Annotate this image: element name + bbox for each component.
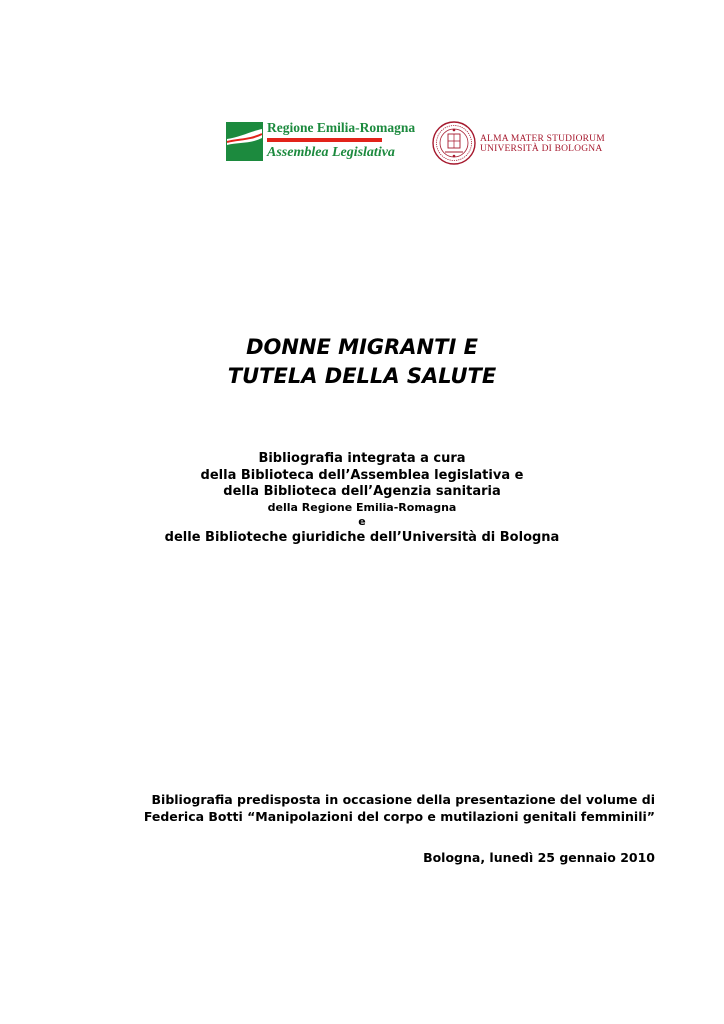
regione-logo-subname: Assemblea Legislativa bbox=[267, 145, 395, 160]
dateline: Bologna, lunedì 25 gennaio 2010 bbox=[423, 850, 655, 865]
unibo-logo-line2: UNIVERSITÀ DI BOLOGNA bbox=[480, 144, 603, 154]
title-line-1: DONNE MIGRANTI E bbox=[246, 335, 478, 359]
regione-logo-name: Regione Emilia-Romagna bbox=[267, 120, 416, 135]
document-subtitle bbox=[0, 451, 724, 546]
occasion-line-1: Bibliografia predisposta in occasione della presentazione del volume di bbox=[151, 792, 655, 807]
subtitle-line-3: della Biblioteca dell’Agenzia sanitaria bbox=[223, 484, 501, 499]
unibo-logo-line1: ALMA MATER STUDIORUM bbox=[480, 134, 605, 144]
unibo-seal-icon bbox=[432, 121, 476, 165]
regione-logo-divider bbox=[267, 138, 382, 142]
subtitle-line-6: delle Biblioteche giuridiche dell’Università di Bologna bbox=[164, 529, 560, 545]
subtitle-line-5: e bbox=[358, 514, 366, 528]
unibo-logo bbox=[432, 121, 604, 167]
subtitle-line-2: della Biblioteca dell’Assemblea legislativa e bbox=[200, 467, 524, 483]
unibo-logo-text bbox=[480, 134, 605, 154]
occasion-note bbox=[144, 791, 655, 825]
title-line-2: TUTELA DELLA SALUTE bbox=[227, 364, 497, 388]
regione-emilia-romagna-logo bbox=[226, 120, 416, 166]
subtitle-line-4: della Regione Emilia-Romagna bbox=[267, 500, 457, 514]
occasion-line-2: Federica Botti “Manipolazioni del corpo e mutilazioni genitali femminili” bbox=[143, 809, 655, 824]
subtitle-line-1: Bibliografia integrata a cura bbox=[258, 451, 466, 466]
regione-emblem-icon bbox=[226, 122, 263, 161]
document-title bbox=[0, 333, 724, 391]
